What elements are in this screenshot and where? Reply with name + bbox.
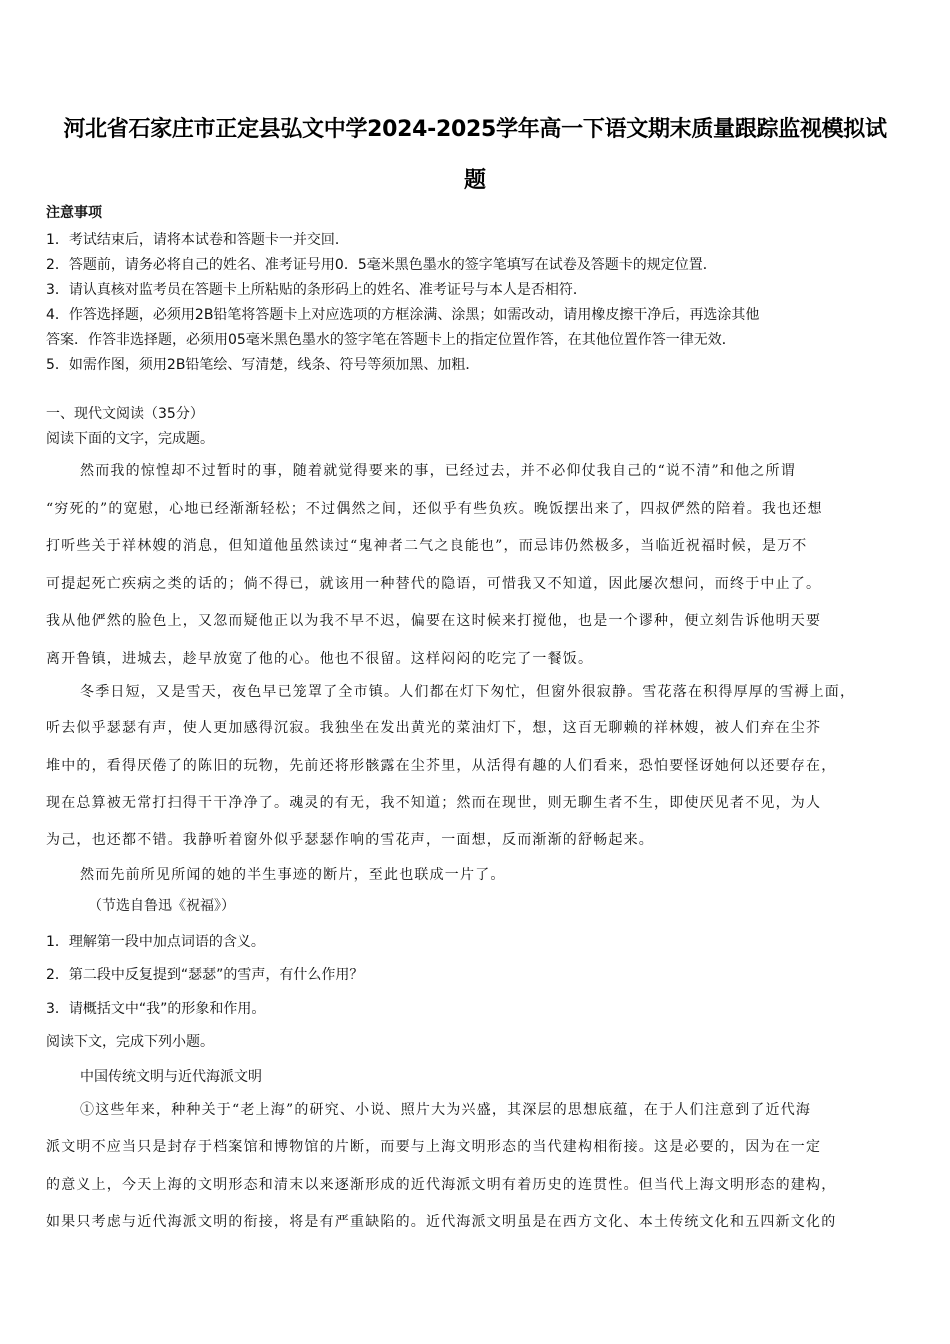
passage-source: （节选自鲁迅《祝福》） [88,898,235,914]
passage-line: 可提起死亡疾病之类的话的；倘不得已，就该用一种替代的隐语，可惜我又不知道，因此屡次想问，而终于中止了。 [46,576,822,592]
notice-item-3: 3．请认真核对监考员在答题卡上所粘贴的条形码上的姓名、准考证号与本人是否相符． [46,282,587,298]
passage-line: 然而我的惊惶却不过暂时的事，随着就觉得要来的事，已经过去，并不必仰仗我自己的“说不清”和他之所谓 [80,463,796,479]
article-line: 派文明不应当只是封存于档案馆和博物馆的片断，而要与上海文明形态的当代建构相衔接。这是必要的，因为在一定 [46,1139,822,1155]
passage-line: 离开鲁镇，进城去，趁早放宽了他的心。他也不很留。这样闷闷的吃完了一餐饭。 [46,651,594,667]
passage-line: 现在总算被无常打扫得干干净净了。魂灵的有无，我不知道；然而在现世，则无聊生者不生，即使厌见者不见，为人 [46,795,822,811]
question-3: 3．请概括文中“我”的形象和作用。 [46,1001,266,1017]
section-instruction-2: 阅读下文，完成下列小题。 [46,1034,214,1050]
notice-item-5: 5．如需作图，须用2B铅笔绘、写清楚，线条、符号等须加黑、加粗． [46,357,480,373]
article-line: 的意义上，今天上海的文明形态和清末以来逐渐形成的近代海派文明有着历史的连贯性。但当代上海文明形态的建构， [46,1177,837,1193]
article-title: 中国传统文明与近代海派文明 [80,1069,262,1085]
question-1: 1．理解第一段中加点词语的含义。 [46,934,265,950]
notice-item-2: 2．答题前，请务必将自己的姓名、准考证号用0．5毫米黑色墨水的签字笔填写在试卷及答题卡的规定位置． [46,257,717,273]
section-heading: 一、现代文阅读（35分） [46,406,204,422]
notice-heading: 注意事项 [46,205,102,221]
notice-item-1: 1．考试结束后，请将本试卷和答题卡一并交回． [46,232,349,248]
passage-line: 听去似乎瑟瑟有声，使人更加感得沉寂。我独坐在发出黄光的菜油灯下，想，这百无聊赖的祥林嫂，被人们弃在尘芥 [46,720,822,736]
exam-title-line-1: 河北省石家庄市正定县弘文中学2024-2025学年高一下语文期末质量跟踪监视模拟试 [63,117,887,142]
passage-line: 然而先前所见所闻的她的半生事迹的断片，至此也联成一片了。 [80,867,506,883]
notice-item-4-cont: 答案．作答非选择题，必须用05毫米黑色墨水的签字笔在答题卡上的指定位置作答，在其他位置作答一律无效． [46,332,736,348]
passage-line: 堆中的，看得厌倦了的陈旧的玩物，先前还将形骸露在尘芥里，从活得有趣的人们看来，恐怕要怪讶她何以还要存在， [46,758,837,774]
passage-line: 为己，也还都不错。我静听着窗外似乎瑟瑟作响的雪花声，一面想，反而渐渐的舒畅起来。 [46,832,654,848]
article-line: 如果只考虑与近代海派文明的衔接，将是有严重缺陷的。近代海派文明虽是在西方文化、本土传统文化和五四新文化的 [46,1214,837,1230]
question-2: 2．第二段中反复提到“瑟瑟”的雪声，有什么作用？ [46,967,364,983]
exam-title-line-2: 题 [463,168,486,193]
passage-line: 打听些关于祥林嫂的消息，但知道他虽然读过“鬼神者二气之良能也”，而忌讳仍然极多，当临近祝福时候，是万不 [46,538,808,554]
passage-line: 我从他俨然的脸色上，又忽而疑他正以为我不早不迟，偏要在这时候来打搅他，也是一个谬种，便立刻告诉他明天要 [46,613,822,629]
article-line: ①这些年来，种种关于“老上海”的研究、小说、照片大为兴盛，其深层的思想底蕴，在于人们注意到了近代海 [80,1102,812,1118]
passage-line: 冬季日短，又是雪天，夜色早已笼罩了全市镇。人们都在灯下匆忙，但窗外很寂静。雪花落在积得厚厚的雪褥上面， [80,684,856,700]
section-instruction: 阅读下面的文字，完成题。 [46,431,214,447]
passage-line: “穷死的”的宽慰，心地已经渐渐轻松；不过偶然之间，还似乎有些负疚。晚饭摆出来了，四叔俨然的陪着。我也还想 [46,501,823,517]
notice-item-4: 4．作答选择题，必须用2B铅笔将答题卡上对应选项的方框涂满、涂黑；如需改动，请用橡皮擦干净后，再选涂其他 [46,307,760,323]
